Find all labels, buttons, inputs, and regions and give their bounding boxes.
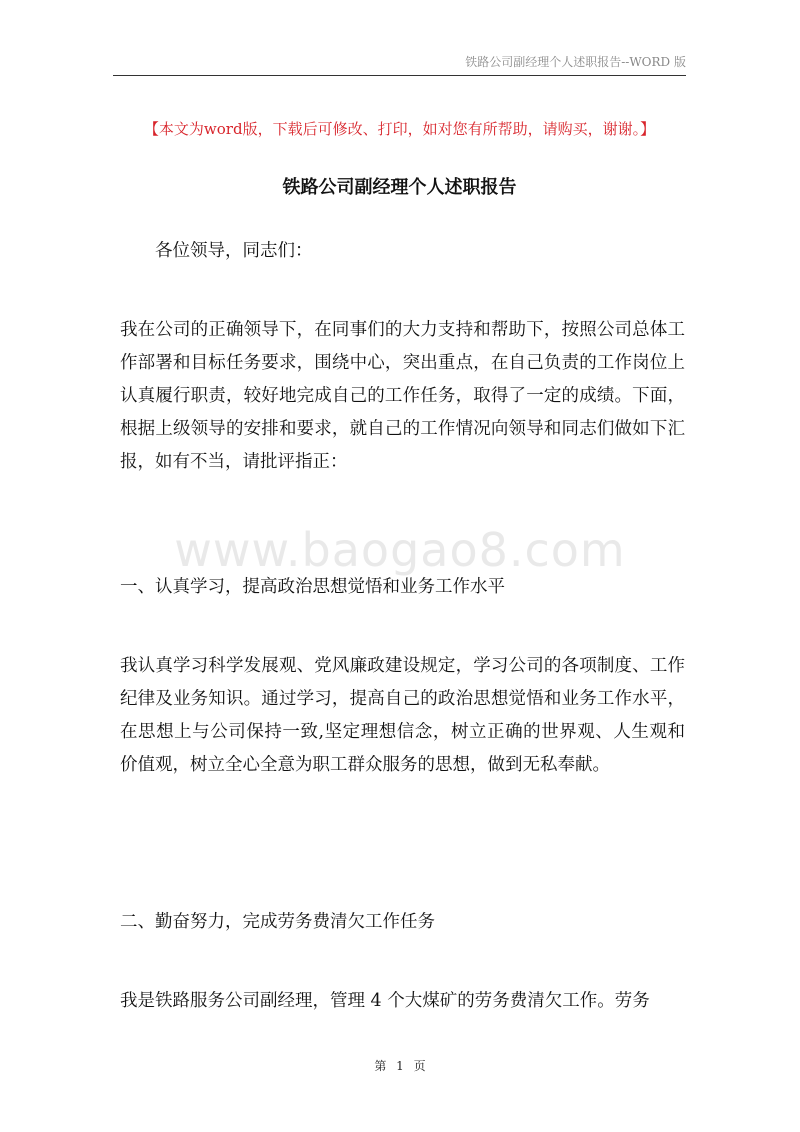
section2-heading: 二、勤奋努力，完成劳务费清欠工作任务 [120, 912, 435, 932]
document-title: 铁路公司副经理个人述职报告 [282, 177, 517, 198]
page-footer [0, 1058, 800, 1074]
intro-paragraph: 我在公司的正确领导下，在同事们的大力支持和帮助下，按照公司总体工作部署和目标任务要求，围绕中心，突出重点，在自己负责的工作岗位上认真履行职责，较好地完成自己的工作任务，取得了一定的成绩。下面，根据上级领导的安排和要求，就自己的工作情况向领导和同志们做如下汇报，如有不当，请批评指正： [120, 320, 685, 472]
download-notice: 【本文为word版，下载后可修改、打印，如对您有所帮助，请购买，谢谢。】 [143, 120, 656, 138]
page-number: 1 [396, 1059, 404, 1073]
watermark-text: www.baogao8.com [174, 523, 626, 577]
page-header [113, 55, 686, 76]
section1-heading: 一、认真学习，提高政治思想觉悟和业务工作水平 [120, 577, 505, 597]
header-title: 铁路公司副经理个人述职报告--WORD 版 [465, 55, 686, 69]
greeting: 各位领导，同志们： [155, 241, 313, 261]
footer-suffix: 页 [413, 1059, 426, 1073]
footer-prefix: 第 [374, 1059, 387, 1073]
section1-body: 我认真学习科学发展观、党风廉政建设规定，学习公司的各项制度、工作纪律及业务知识。通过学习，提高自己的政治思想觉悟和业务工作水平，在思想上与公司保持一致,坚定理想信念，树立正确的世界观、人生观和价值观，树立全心全意为职工群众服务的思想，做到无私奉献。 [120, 656, 685, 775]
section2-body: 我是铁路服务公司副经理，管理 4 个大煤矿的劳务费清欠工作。劳务 [120, 991, 650, 1011]
